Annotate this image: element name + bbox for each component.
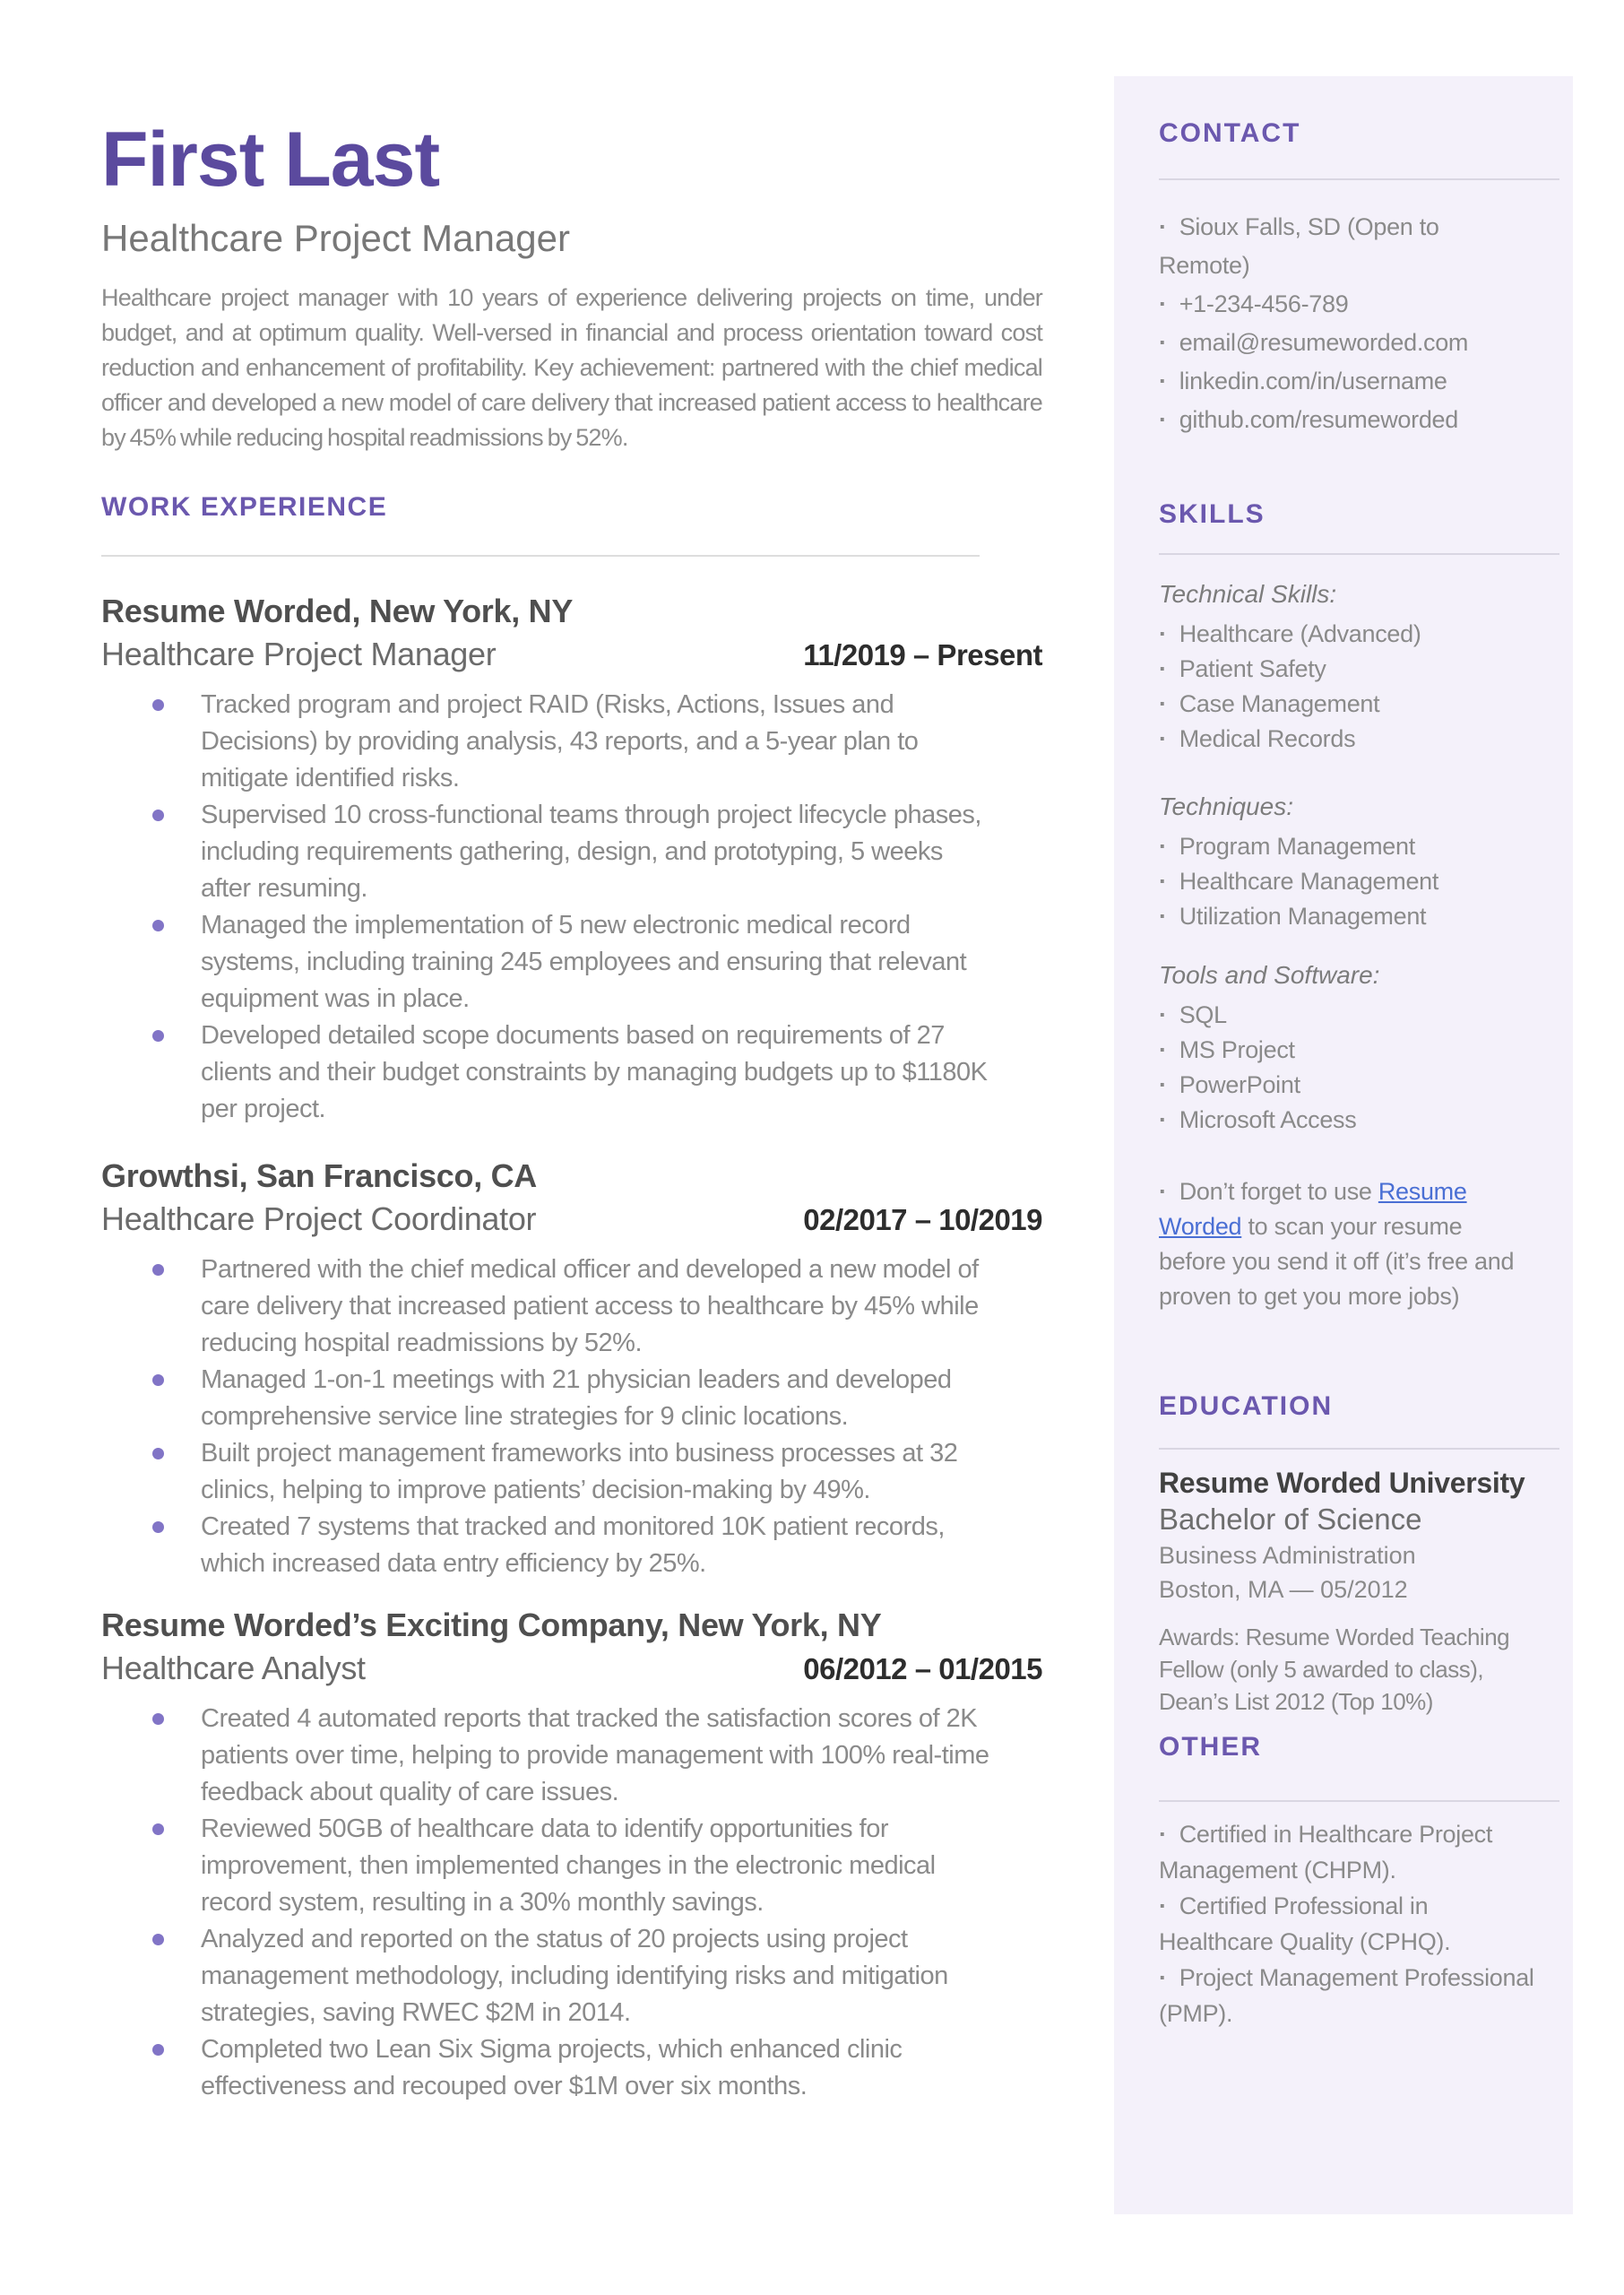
resume-name: First Last [101,117,440,203]
resume-tip [1159,1174,1535,1314]
education-location-date: Boston, MA — 05/2012 [1159,1576,1408,1603]
job-bullet: Reviewed 50GB of healthcare data to identify opportunities for improvement, then implemented changes in the electronic medical record system, resulting in a 30% monthly savings. [101,1811,1042,1921]
education-school: Resume Worded University [1159,1467,1525,1499]
job-bullet: Developed detailed scope documents based on requirements of 27 clients and their budget constraints by managing budgets up to $1180K per project. [101,1018,1042,1128]
job-bullet: Created 7 systems that tracked and monitored 10K patient records, which increased data entry efficiency by 25%. [101,1509,1042,1582]
contact-item-location: · Sioux Falls, SD (Open to Remote) [1159,208,1535,285]
job-bullet: Supervised 10 cross-functional teams through project lifecycle phases, including requirements gathering, design, and prototyping, 5 weeks after resuming. [101,797,1042,907]
skills-group-label: Techniques: [1159,792,1293,820]
job-bullet: Created 4 automated reports that tracked the satisfaction scores of 2K patients over time, helping to provide management with 100% real-time feedback about quality of care issues. [101,1701,1042,1811]
main-column [101,117,1042,2105]
skills-list-technical [1159,617,1535,757]
work-experience-divider [101,555,980,557]
job-bullet: Completed two Lean Six Sigma projects, which enhanced clinic effectiveness and recouped over $1M over six months. [101,2031,1042,2105]
skill-item: · Medical Records [1159,722,1535,757]
contact-item-github: · github.com/resumeworded [1159,401,1535,439]
job-bullet: Partnered with the chief medical officer and developed a new model of care delivery that increased patient access to healthcare by 45% while reducing hospital readmissions by 52%. [101,1251,1042,1362]
contact-divider [1159,178,1559,180]
other-section [1159,1733,1559,2031]
contact-item-phone: · +1-234-456-789 [1159,285,1535,324]
skills-section [1159,500,1559,1314]
skill-item: · Healthcare Management [1159,864,1535,899]
contact-section [1159,119,1559,439]
tip-text-post: to scan your resume before you send it off (it’s free and proven to get you more jobs) [1159,1213,1515,1310]
certification-item: · Certified in Healthcare Project Management (CHPM). [1159,1816,1535,1888]
resume-worded-link[interactable]: Resume Worded [1159,1178,1467,1240]
job-dates: 11/2019 – Present [803,638,1042,671]
job-bullet: Tracked program and project RAID (Risks, Actions, Issues and Decisions) by providing analysis, 43 reports, and a 5-year plan to mitigate identified risks. [101,687,1042,797]
skill-item: · Healthcare (Advanced) [1159,617,1535,652]
job-role: Healthcare Project Coordinator [101,1200,537,1237]
education-heading: EDUCATION [1159,1391,1334,1421]
contact-list [1159,208,1535,439]
certification-item: · Project Management Professional (PMP). [1159,1960,1535,2031]
skills-heading: SKILLS [1159,499,1266,529]
job-entry-2 [101,1158,1042,1582]
education-major: Business Administration [1159,1542,1416,1569]
job-role-row [101,1201,1042,1238]
job-bullet-list [101,1251,1042,1582]
skill-item: · Microsoft Access [1159,1103,1535,1138]
skill-item: · Patient Safety [1159,652,1535,687]
job-dates: 06/2012 – 01/2015 [803,1652,1042,1685]
job-role-row [101,637,1042,673]
skills-list-tools [1159,998,1535,1138]
job-bullet: Managed the implementation of 5 new electronic medical record systems, including training 245 employees and ensuring that relevant equipment was in place. [101,907,1042,1018]
other-divider [1159,1800,1559,1802]
education-degree: Bachelor of Science [1159,1503,1422,1536]
job-bullet: Analyzed and reported on the status of 20 projects using project management methodology, including identifying risks and mitigation strategies, saving RWEC $2M in 2014. [101,1921,1042,2031]
job-bullet-list [101,1701,1042,2105]
other-heading: OTHER [1159,1732,1262,1762]
contact-heading: CONTACT [1159,118,1301,148]
skill-item: · Program Management [1159,829,1535,864]
skills-group-label: Tools and Software: [1159,961,1380,989]
job-role-row [101,1650,1042,1687]
skills-list-techniques [1159,829,1535,934]
education-divider [1159,1448,1559,1450]
section-heading-work-experience: WORK EXPERIENCE [101,492,388,522]
skills-group-label: Technical Skills: [1159,580,1337,608]
job-company: Resume Worded’s Exciting Company, New York, NY [101,1606,882,1643]
job-role: Healthcare Analyst [101,1650,366,1686]
resume-headline: Healthcare Project Manager [101,217,570,259]
resume-tip-item [1159,1174,1535,1314]
other-list [1159,1816,1535,2031]
summary-text: Healthcare project manager with 10 years of experience delivering projects on time, under budget, and at optimum quality. Well-versed in financial and process orientation toward cost reduction and enhancement of profitability. Key achievement: partnered with the chief medical officer and developed a new model of care delivery that increased patient access to healthcare by 45% while reducing hospital readmissions by 52%. [101,284,1042,451]
sidebar-panel [1114,76,1573,2214]
contact-item-email: · email@resumeworded.com [1159,324,1535,362]
education-section [1159,1392,1559,1718]
tip-text-pre: Don’t forget to use [1179,1178,1378,1205]
job-bullet: Managed 1-on-1 meetings with 21 physician leaders and developed comprehensive service line strategies for 9 clinic locations. [101,1362,1042,1435]
job-entry-1 [101,593,1042,1128]
job-entry-3 [101,1607,1042,2105]
skill-item: · PowerPoint [1159,1068,1535,1103]
skill-item: · MS Project [1159,1033,1535,1068]
skills-divider [1159,553,1559,555]
contact-item-linkedin: · linkedin.com/in/username [1159,362,1535,401]
skill-item: · SQL [1159,998,1535,1033]
job-bullet: Built project management frameworks into business processes at 32 clinics, helping to improve patients’ decision-making by 49%. [101,1435,1042,1509]
education-awards: Awards: Resume Worded Teaching Fellow (only 5 awarded to class), Dean’s List 2012 (Top 10%) [1159,1624,1510,1715]
skill-item: · Case Management [1159,687,1535,722]
job-company: Resume Worded, New York, NY [101,593,574,629]
job-bullet-list [101,687,1042,1128]
job-dates: 02/2017 – 10/2019 [803,1203,1042,1236]
skill-item: · Utilization Management [1159,899,1535,934]
certification-item: · Certified Professional in Healthcare Quality (CPHQ). [1159,1888,1535,1960]
job-role: Healthcare Project Manager [101,636,497,672]
job-company: Growthsi, San Francisco, CA [101,1157,538,1194]
